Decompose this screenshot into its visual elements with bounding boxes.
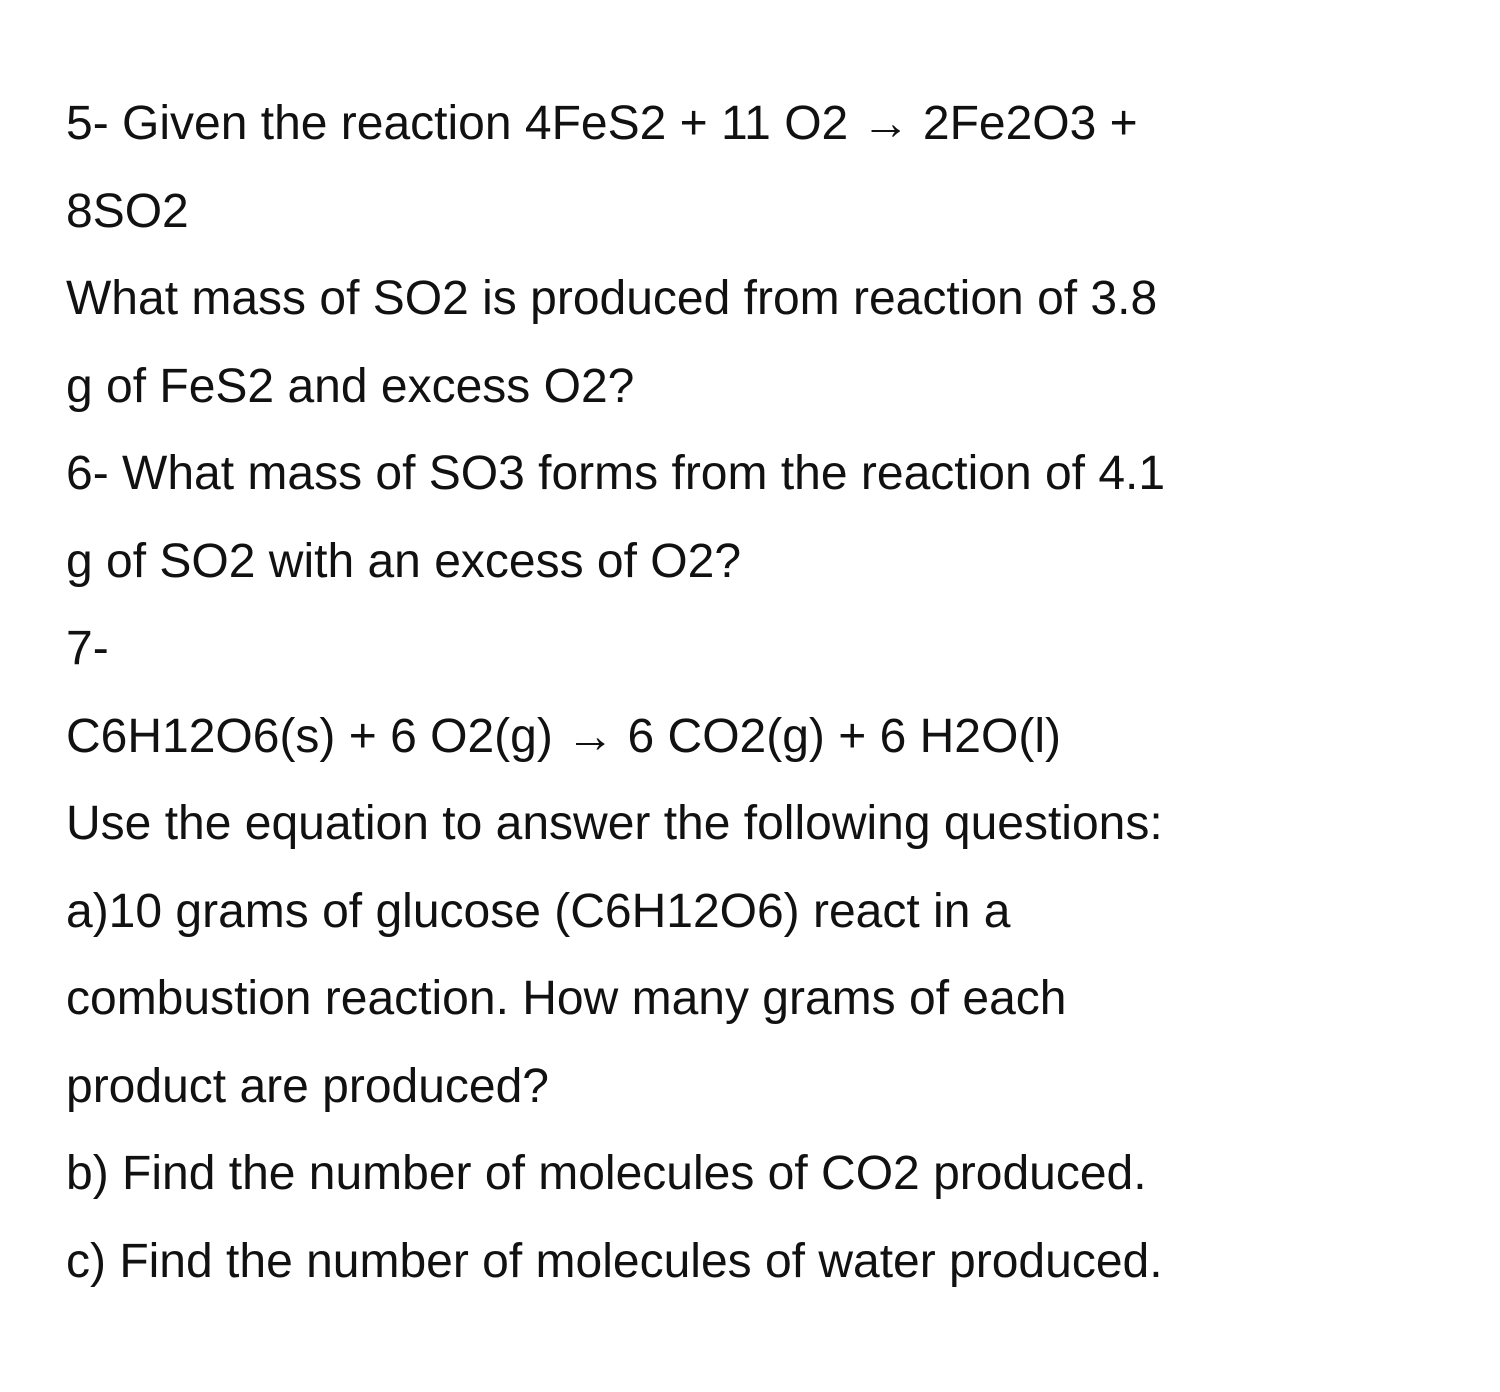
question-6-line-1: 6- What mass of SO3 forms from the reaction of 4.1 (66, 447, 1166, 500)
question-7b: b) Find the number of molecules of CO2 produced. (66, 1147, 1147, 1200)
question-7a-line-2: combustion reaction. How many grams of each (66, 972, 1067, 1025)
question-5-line-4: g of FeS2 and excess O2? (66, 359, 635, 413)
question-7a-line-1: a)10 grams of glucose (C6H12O6) react in a (66, 884, 1011, 938)
question-7-equation: C6H12O6(s) + 6 O2(g) → 6 CO2(g) + 6 H2O(l) (66, 709, 1061, 763)
question-6-line-2: g of SO2 with an excess of O2? (66, 534, 742, 588)
question-5-line-3: What mass of SO2 is produced from reaction of 3.8 (66, 272, 1158, 325)
question-5-line-1: 5- Given the reaction 4FeS2 + 11 O2 → 2Fe2O3 + (66, 97, 1138, 150)
document-body (66, 80, 1466, 1305)
question-7c: c) Find the number of molecules of water produced. (66, 1234, 1163, 1288)
question-7-heading: 7- (66, 622, 109, 675)
question-7-instruction: Use the equation to answer the following questions: (66, 797, 1163, 850)
question-7a-line-3: product are produced? (66, 1059, 549, 1113)
question-5-line-2: 8SO2 (66, 184, 189, 238)
